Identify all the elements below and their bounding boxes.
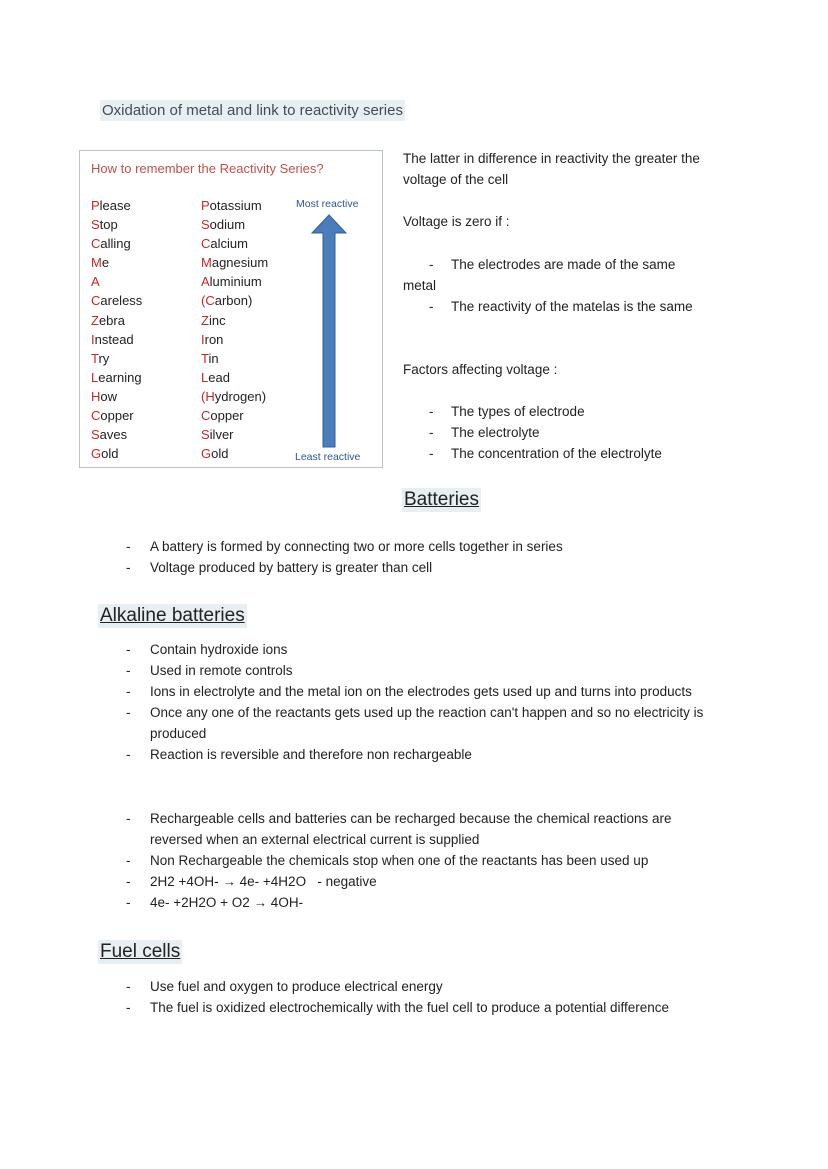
mnemonic-word bbox=[91, 311, 142, 330]
metal-name-rest: inc bbox=[208, 312, 226, 328]
mnemonic-word-rest: nstead bbox=[94, 331, 134, 347]
metal-name-initial: P bbox=[201, 198, 210, 213]
metal-name-initial: M bbox=[201, 255, 212, 271]
mnemonic-word-rest: lease bbox=[99, 198, 131, 213]
list-item: - Contain hydroxide ions bbox=[126, 639, 716, 660]
mnemonic-word-initial: C bbox=[91, 408, 101, 424]
mnemonic-column bbox=[91, 196, 142, 463]
metal-name bbox=[201, 234, 268, 253]
factor-item-3: - The concentration of the electrolyte bbox=[429, 446, 662, 461]
mnemonic-word-rest: opper bbox=[100, 408, 134, 424]
metal-name-rest: ilver bbox=[209, 427, 234, 443]
mnemonic-word-rest: top bbox=[99, 217, 118, 233]
mnemonic-word-initial: S bbox=[91, 427, 100, 443]
metal-name-initial: T bbox=[201, 350, 209, 366]
mnemonic-word-initial: C bbox=[91, 293, 101, 309]
list-item: - Voltage produced by battery is greater than cell bbox=[126, 557, 746, 578]
metal-name bbox=[201, 215, 268, 234]
mnemonic-word-initial: T bbox=[91, 350, 99, 366]
mnemonic-word bbox=[91, 272, 142, 291]
mnemonic-word bbox=[91, 330, 142, 349]
metal-name-initial: C bbox=[201, 408, 211, 424]
list-item: - Ions in electrolyte and the metal ion on the electrodes gets used up and turns into products bbox=[126, 681, 716, 702]
metal-name-initial: I bbox=[201, 331, 205, 347]
list-item: - The fuel is oxidized electrochemically with the fuel cell to produce a potential difference bbox=[126, 997, 686, 1018]
list-item: - Once any one of the reactants gets used up the reaction can't happen and so no electricity is produced bbox=[126, 702, 716, 744]
mnemonic-word bbox=[91, 368, 142, 387]
metal-name bbox=[201, 406, 268, 425]
metal-name-initial: Z bbox=[201, 312, 209, 328]
metal-name-initial: G bbox=[201, 446, 212, 462]
mnemonic-word-rest: e bbox=[101, 255, 110, 271]
metal-name-rest: luminium bbox=[209, 274, 262, 290]
mnemonic-word bbox=[91, 253, 142, 272]
mnemonic-word-rest: ebra bbox=[98, 312, 125, 328]
metal-name-rest: otassium bbox=[209, 198, 262, 213]
zero-item-1: - The electrodes are made of the same bbox=[429, 257, 676, 272]
page-heading: Oxidation of metal and link to reactivity series bbox=[102, 102, 403, 119]
mnemonic-word-rest: ow bbox=[100, 388, 118, 404]
reactivity-series-box bbox=[79, 150, 383, 468]
metal-name-rest: odium bbox=[209, 217, 246, 233]
alkaline-heading: Alkaline batteries bbox=[100, 605, 245, 626]
batteries-list bbox=[126, 536, 746, 578]
metal-name bbox=[201, 291, 268, 310]
metal-name-rest: ydrogen) bbox=[214, 388, 267, 404]
mnemonic-word-rest: ry bbox=[98, 350, 110, 366]
reactivity-title: How to remember the Reactivity Series? bbox=[91, 161, 324, 176]
mnemonic-word bbox=[91, 425, 142, 444]
metal-column bbox=[201, 196, 268, 463]
metal-name-rest: old bbox=[211, 446, 229, 462]
metal-name bbox=[201, 196, 268, 215]
factor-item-1: - The types of electrode bbox=[429, 404, 585, 419]
metal-name-rest: arbon) bbox=[214, 293, 253, 309]
mnemonic-word-rest: earning bbox=[98, 369, 142, 385]
reactivity-arrow-icon bbox=[308, 213, 350, 449]
mnemonic-word-initial: A bbox=[91, 274, 100, 290]
metal-name bbox=[201, 272, 268, 291]
list-item: - 4e- +2H2O + O2 → 4OH- bbox=[126, 892, 726, 913]
metal-name-rest: ead bbox=[208, 369, 230, 385]
mnemonic-word-rest: alling bbox=[100, 236, 131, 252]
batteries-heading: Batteries bbox=[404, 489, 479, 510]
metal-name-initial: L bbox=[201, 369, 209, 385]
mnemonic-word bbox=[91, 406, 142, 425]
voltage-zero-text: Voltage is zero if : bbox=[403, 214, 510, 229]
factors-title: Factors affecting voltage : bbox=[403, 362, 558, 377]
mnemonic-word-initial: S bbox=[91, 217, 100, 233]
voltage-difference-text: The latter in difference in reactivity the greater the voltage of the cell bbox=[403, 151, 700, 187]
mnemonic-word-initial: H bbox=[91, 388, 101, 404]
alkaline-list bbox=[126, 639, 716, 765]
mnemonic-word-initial: Z bbox=[91, 312, 99, 328]
metal-name bbox=[201, 368, 268, 387]
mnemonic-word bbox=[91, 234, 142, 253]
list-item: - Use fuel and oxygen to produce electrical energy bbox=[126, 976, 686, 997]
rechargeable-list bbox=[126, 808, 726, 913]
metal-word: metal bbox=[403, 278, 437, 293]
mnemonic-word-initial: L bbox=[91, 369, 99, 385]
mnemonic-word-initial: G bbox=[91, 446, 102, 462]
mnemonic-word-initial: C bbox=[91, 236, 101, 252]
metal-name-rest: ron bbox=[204, 331, 224, 347]
most-reactive-label: Most reactive bbox=[296, 198, 359, 210]
least-reactive-label: Least reactive bbox=[295, 451, 361, 463]
metal-name-initial: C bbox=[201, 236, 211, 252]
list-item: - Non Rechargeable the chemicals stop when one of the reactants has been used up bbox=[126, 850, 726, 871]
metal-name bbox=[201, 387, 268, 406]
metal-name-initial: (C bbox=[201, 293, 215, 309]
metal-name bbox=[201, 425, 268, 444]
metal-name-rest: agnesium bbox=[211, 255, 269, 271]
metal-name bbox=[201, 253, 268, 272]
mnemonic-word-rest: areless bbox=[100, 293, 143, 309]
fuel-cells-heading: Fuel cells bbox=[100, 941, 181, 962]
metal-name bbox=[201, 330, 268, 349]
list-item: - 2H2 +4OH- → 4e- +4H2O - negative bbox=[126, 871, 726, 892]
metal-name bbox=[201, 311, 268, 330]
metal-name-rest: in bbox=[208, 350, 219, 366]
list-item: - A battery is formed by connecting two or more cells together in series bbox=[126, 536, 746, 557]
mnemonic-word-initial: I bbox=[91, 331, 95, 347]
mnemonic-word-rest: old bbox=[101, 446, 119, 462]
metal-name-initial: S bbox=[201, 217, 210, 233]
mnemonic-word bbox=[91, 444, 142, 463]
metal-name-rest: alcium bbox=[210, 236, 248, 252]
list-item: - Rechargeable cells and batteries can be recharged because the chemical reactions are reversed when an external electrical current is supplied bbox=[126, 808, 726, 850]
list-item: - Used in remote controls bbox=[126, 660, 716, 681]
metal-name bbox=[201, 444, 268, 463]
mnemonic-word bbox=[91, 215, 142, 234]
metal-name bbox=[201, 349, 268, 368]
zero-item-2: - The reactivity of the matelas is the same bbox=[429, 299, 693, 314]
mnemonic-word-initial: M bbox=[91, 255, 102, 271]
factor-item-2: - The electrolyte bbox=[429, 425, 540, 440]
metal-name-initial: A bbox=[201, 274, 210, 290]
fuel-cells-list bbox=[126, 976, 686, 1018]
mnemonic-word bbox=[91, 291, 142, 310]
mnemonic-word-initial: P bbox=[91, 198, 100, 213]
metal-name-initial: S bbox=[201, 427, 210, 443]
mnemonic-word-rest: aves bbox=[99, 427, 128, 443]
mnemonic-word bbox=[91, 196, 142, 215]
mnemonic-word bbox=[91, 387, 142, 406]
metal-name-rest: opper bbox=[210, 408, 244, 424]
metal-name-initial: (H bbox=[201, 388, 215, 404]
list-item: - Reaction is reversible and therefore non rechargeable bbox=[126, 744, 716, 765]
mnemonic-word bbox=[91, 349, 142, 368]
